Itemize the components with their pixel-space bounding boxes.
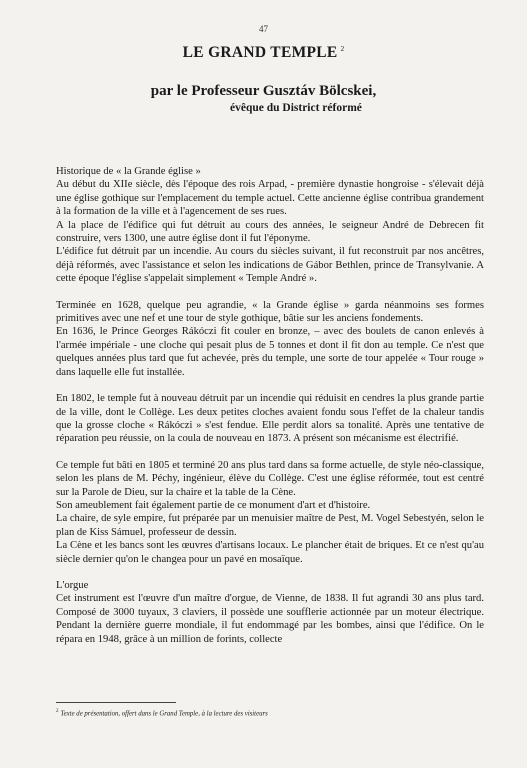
paragraph-gap [56,566,484,579]
footnote [56,709,484,717]
title-text: LE GRAND TEMPLE [182,44,338,61]
footnote-divider [56,702,176,703]
paragraph: En 1802, le temple fut à nouveau détruit par un incendie qui réduisit en cendres la plus grande partie de la ville, dont le Collège. Les deux petites cloches avaient fondu sous l'effet de la chaleur tandis que la grosse cloche « Rákóczi » s'est fendue. Elle perdit alors sa tonalité. Après une tentative de réparation peu réussie, on la coula de nouveau en 1873. A présent son mécanisme est électrifié. [56,393,484,445]
author-role: évêque du District réformé [230,102,362,114]
paragraph: La chaire, de syle empire, fut préparée par un menuisier maître de Pest, M. Vogel Sebestyén, selon le plan de Kiss Sámuel, professeur de dessin. [56,513,484,538]
paragraph: La Cène et les bancs sont les œuvres d'artisans locaux. Le plancher était de briques. Et ce n'est qu'au siècle dernier qu'on le changea pour un pavé en mosaïque. [56,540,484,565]
paragraph-gap [56,286,484,299]
page-title [0,44,527,62]
section-heading-organ: L'orgue [56,579,89,591]
paragraph: Terminée en 1628, quelque peu agrandie, « la Grande église » garda néanmoins ses formes primitives avec une nef et une tour de style gothique, bâtie sur les anciens fondements. [56,299,484,325]
paragraph: Ce temple fut bâti en 1805 et terminé 20 ans plus tard dans sa forme actuelle, de style néo-classique, selon les plans de M. Péchy, ingénieur, élève du Collège. C'est une église réformée, tout est centré sur la Parole de Dieu, sur la chaire et la table de la Cène. [56,459,484,498]
page-number: 47 [259,24,268,34]
body-text [56,152,484,646]
paragraph: Cet instrument est l'œuvre d'un maître d'orgue, de Vienne, de 1838. Il fut agrandi 30 ans plus tard. Composé de 3000 tuyaux, 3 claviers, il possède une soufflerie actionnée par un moteur électrique. Pendant la dernière guerre mondiale, il fut endommagé par les bombes, ainsi que l'édifice. On le répara en 1948, grâce à un million de forints, collecte [56,593,484,645]
title-footnote-mark: 2 [340,44,345,53]
paragraph: Son ameublement fait également partie de ce monument d'art et d'histoire. [56,499,371,511]
paragraph: En 1636, le Prince Georges Rákóczi fit couler en bronze, – avec des boulets de canon enlevés à l'armée impériale - une cloche qui pesait plus de 5 tonnes et dont il fit don au temple. Ce n'est que quelques années plus tard que fut achevée, près du temple, une sorte de tour appelée « Tour rouge » dans laquelle elle fut installée. [56,326,484,378]
paragraph: L'édifice fut détruit par un incendie. Au cours du siècles suivant, il fut reconstruit par nos ancêtres, déjà réformés, avec l'assistance et selon les indications de Gábor Bethlen, prince de Transylvanie. A cette époque l'église s'appelait simplement « Temple André ». [56,246,484,285]
spacer [56,152,484,165]
footnote-text: Texte de présentation, offert dans le Grand Temple, à la lecture des visiteurs [60,710,268,718]
paragraph: Au début du XIIe siècle, dès l'époque des rois Arpad, - première dynastie hongroise - s'élevait déjà une église gothique sur l'emplacement du temple actuel. Cette ancienne église contribua grandement à la formation de la ville et à l'agencement de ses rues. [56,179,484,218]
paragraph-gap [56,379,484,392]
paragraph: A la place de l'édifice qui fut détruit au cours des années, le seigneur André de Debrecen fit construire, vers 1300, une autre église dont il fut l'éponyme. [56,219,484,245]
section-heading-history: Historique de « la Grande église » [56,166,201,177]
footnote-mark: 2 [56,709,59,714]
author-line: par le Professeur Gusztáv Bölcskei, [150,83,377,99]
paragraph-gap [56,446,484,459]
